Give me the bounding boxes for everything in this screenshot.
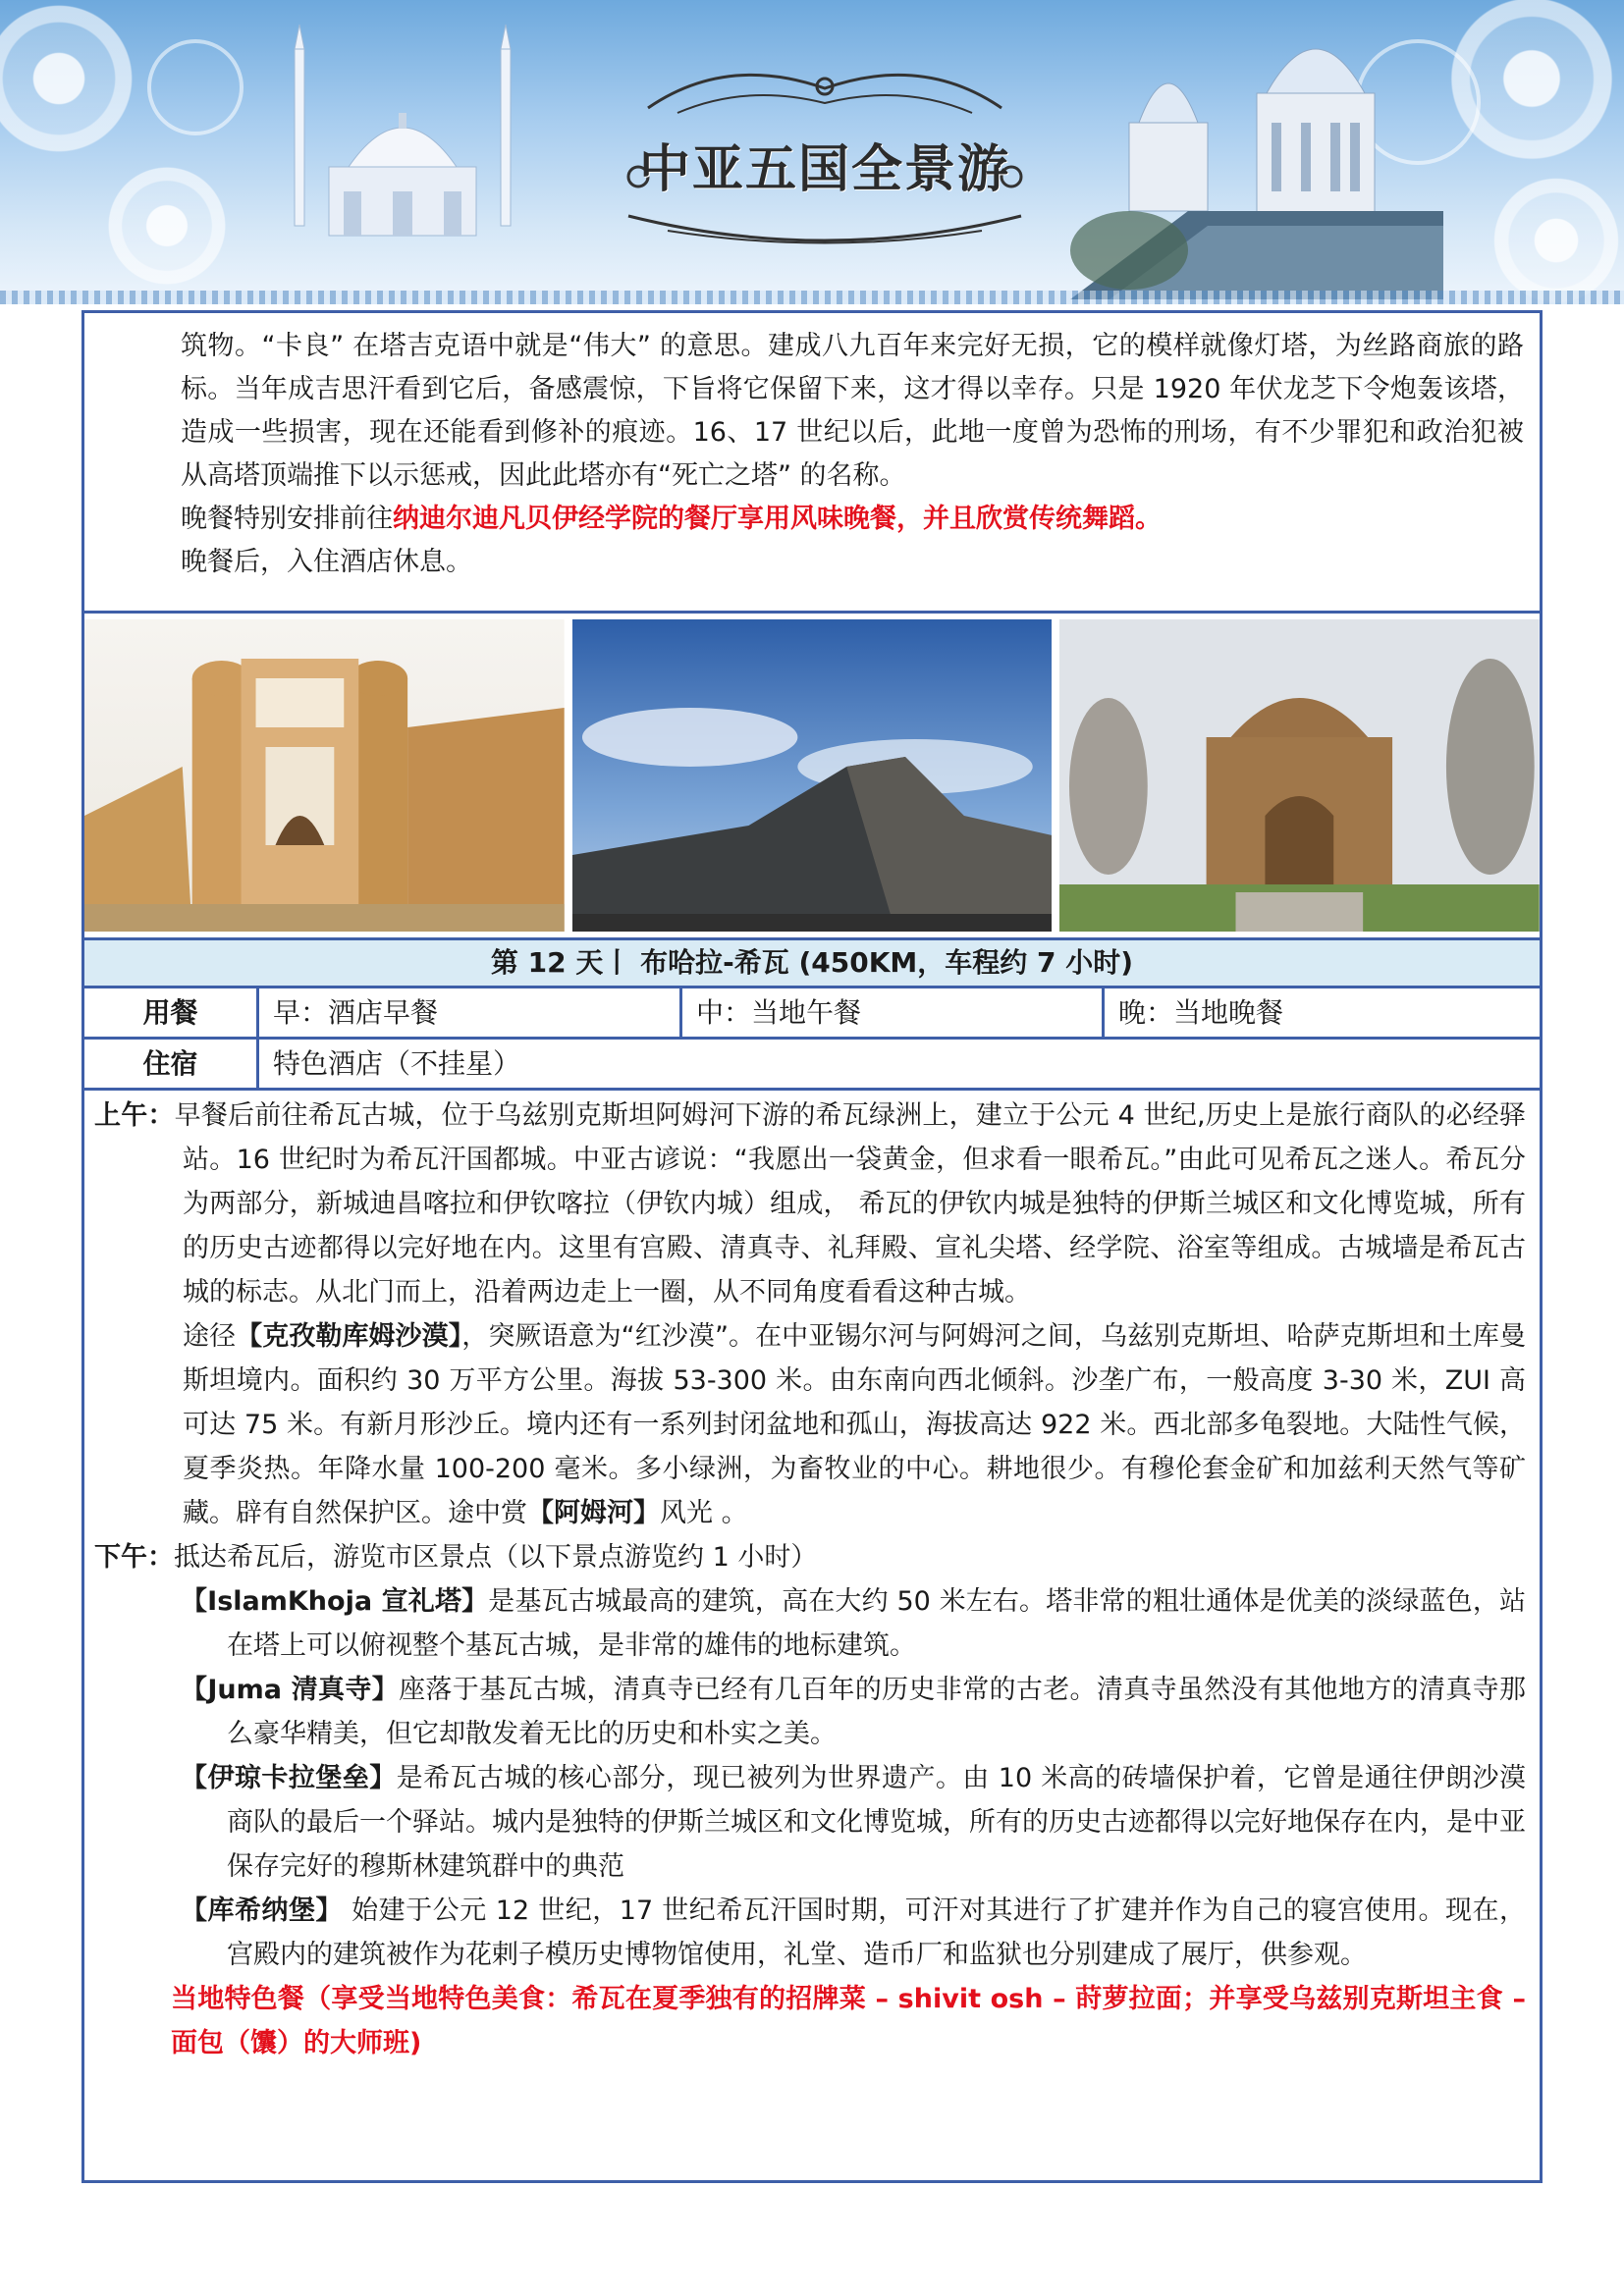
ark-wall-image (572, 619, 1053, 932)
kalyan-minaret-description: 筑物。“卡良” 在塔吉克语中就是“伟大” 的意思。建成八九百年来完好无损，它的模样就像灯塔，为丝路商旅的路标。当年成吉思汗看到它后，备感震惊，下旨将它保留下来，这才得以幸存。只是 1920 年伏龙芝下令炮轰该塔，造成一些损害，现在还能看到修补的痕迹。16、17 世纪以后，此地一度曾为恐怖的刑场，有不少罪犯和政治犯被从高塔顶端推下以示惩戒，因此此塔亦有“死亡之塔” 的名称。 (181, 331, 1524, 491)
mosque-illustration-left (255, 20, 550, 255)
intro-section (84, 313, 1540, 614)
hotel-value: 特色酒店（不挂星） (273, 1047, 521, 1080)
desert-name: 【克孜勒库姆沙漠】 (236, 1321, 462, 1352)
afternoon-text: 抵达希瓦后，游览市区景点（以下景点游览约 1 小时） (174, 1542, 818, 1573)
desert-text: ，突厥语意为“红沙漠”。在中亚锡尔河与阿姆河之间，乌兹别克斯坦、哈萨克斯坦和土库曼斯坦境内。面积约 30 万平方公里。海拔 53-300 米。由东南向西北倾斜。沙垄广布，一般高度 3-30 米，ZUI 高可达 75 米。有新月形沙丘。境内还有一系列封闭盆地和孤山，海拔高达 922 米。西北部多龟裂地。大陆性气候，夏季炎热。年降水量 100-200 毫米。多小绿洲，为畜牧业的中心。耕地很少。有穆伦套金矿和加兹利天然气等矿藏。辟有自然保护区。途中赏 (183, 1321, 1526, 1528)
meals-row (84, 988, 1540, 1040)
dinner-highlight: 纳迪尔迪凡贝伊经学院的餐厅享用风味晚餐，并且欣赏传统舞蹈。 (393, 504, 1162, 534)
breakfast-cell: 早：酒店早餐 (259, 988, 682, 1037)
desert-paragraph (94, 1314, 1526, 1535)
floral-ornament (0, 0, 157, 177)
morning-text: 早餐后前往希瓦古城，位于乌兹别克斯坦阿姆河下游的希瓦绿洲上，建立于公元 4 世纪,历史上是旅行商队的必经驿站。16 世纪时为希瓦汗国都城。中亚古谚说：“我愿出一袋黄金，但求看一眼希瓦。”由此可见希瓦之迷人。希瓦分为两部分，新城迪昌喀拉和伊钦喀拉（伊钦内城）组成， 希瓦的伊钦内城是独特的伊斯兰城区和文化博览城，所有的历史古迹都得以完好地在内。这里有宫殿、清真寺、礼拜殿、宣礼尖塔、经学院、浴室等组成。古城墙是希瓦古城的标志。从北门而上，沿着两边走上一圈，从不同角度看看这种古城。 (174, 1100, 1526, 1308)
floral-ornament (88, 147, 245, 304)
spot-text: 是基瓦古城最高的建筑，高在大约 50 米左右。塔非常的粗壮通体是优美的淡绿蓝色，站在塔上可以俯视整个基瓦古城，是非常的雄伟的地标建筑。 (227, 1586, 1526, 1661)
spot-text: 始建于公元 12 世纪，17 世纪希瓦汗国时期，可汗对其进行了扩建并作为自己的寝宫使用。现在，宫殿内的建筑被作为花剌子模历史博物馆使用，礼堂、造币厂和监狱也分别建成了展厅，供参观。 (227, 1896, 1527, 1970)
spot-item (94, 1756, 1526, 1889)
afternoon-paragraph (94, 1535, 1526, 1579)
photo-ark-wall (572, 619, 1053, 932)
hotel-row (84, 1040, 1540, 1091)
spot-item (94, 1579, 1526, 1668)
dinner-note (181, 498, 1524, 541)
header-banner (0, 0, 1624, 304)
day-title-row: 第 12 天丨 布哈拉-希瓦 (450KM，车程约 7 小时) (84, 937, 1540, 988)
river-name: 【阿姆河】 (527, 1498, 660, 1528)
lunch-cell: 中：当地午餐 (682, 988, 1105, 1037)
banner-border (0, 291, 1624, 304)
spot-name: 【Juma 清真寺】 (181, 1675, 400, 1705)
floral-ornament (147, 39, 244, 135)
mosque-illustration-right (1070, 15, 1443, 299)
title-plate (609, 59, 1041, 255)
photo-samanid-mausoleum (1059, 619, 1540, 932)
itinerary-frame (81, 310, 1543, 2183)
meal-label: 用餐 (84, 988, 259, 1037)
spot-name: 【库希纳堡】 (181, 1896, 344, 1926)
spot-item (94, 1889, 1526, 1977)
afternoon-label: 下午： (94, 1542, 174, 1573)
spot-name: 【IslamKhoja 宣礼塔】 (181, 1586, 489, 1617)
desert-prefix: 途径 (183, 1321, 237, 1352)
morning-label: 上午： (94, 1100, 175, 1131)
spot-text: 是希瓦古城的核心部分，现已被列为世界遗产。由 10 米高的砖墙保护着，它曾是通往伊朗沙漠商队的最后一个驿站。城内是独特的伊斯兰城区和文化博览城，所有的历史古迹都得以完好地保存在内，是中亚保存完好的穆斯林建筑群中的典范 (227, 1763, 1526, 1882)
spot-item (94, 1668, 1526, 1756)
after-dinner-note: 晚餐后，入住酒店休息。 (181, 547, 472, 577)
photo-ark-gate (84, 619, 565, 932)
dinner-prefix: 晚餐特别安排前往 (181, 504, 393, 534)
ark-gate-image (84, 619, 565, 932)
mausoleum-image (1059, 619, 1540, 932)
itinerary-body (84, 1094, 1540, 2065)
hotel-label: 住宿 (84, 1040, 259, 1088)
dinner-cell: 晚：当地晚餐 (1118, 996, 1284, 1029)
river-suffix: 风光 。 (660, 1498, 748, 1528)
banner-title: 中亚五国全景游 (638, 139, 1010, 199)
special-meal-note: 当地特色餐（享受当地特色美食：希瓦在夏季独有的招牌菜 – shivit osh – 莳萝拉面；并享受乌兹别克斯坦主食 – 面包（馕）的大师班) (171, 1984, 1526, 2058)
spot-name: 【伊琼卡拉堡垒】 (181, 1763, 397, 1793)
morning-paragraph (94, 1094, 1526, 1314)
photo-strip (84, 614, 1540, 937)
spot-text: 座落于基瓦古城，清真寺已经有几百年的历史非常的古老。清真寺虽然没有其他地方的清真寺那么豪华精美，但它却散发着无比的历史和朴实之美。 (227, 1675, 1526, 1749)
